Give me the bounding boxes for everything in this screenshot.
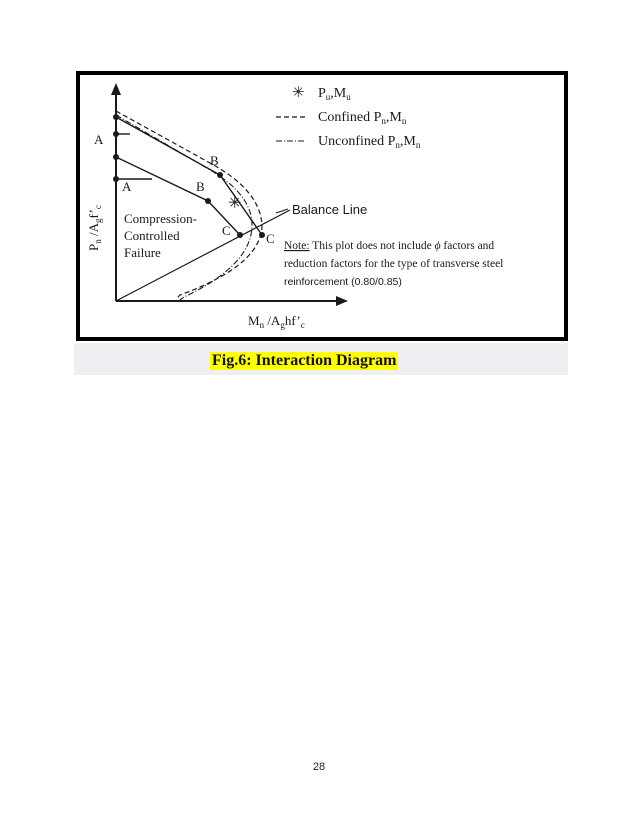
label-b-upper: B xyxy=(210,153,219,168)
legend-confined-label: Confined $P_n,M_n$ xyxy=(318,110,407,126)
label-a-upper: A xyxy=(94,132,104,147)
note-line-3: reinforcement (0.80/0.85) xyxy=(284,276,402,288)
label-b-lower: B xyxy=(196,179,205,194)
point-a-upper-2 xyxy=(113,131,119,137)
page-number: 28 xyxy=(312,761,326,773)
y-axis-arrow xyxy=(111,83,121,95)
region-label-line-2: Controlled xyxy=(124,228,180,243)
label-a-lower: A xyxy=(122,179,132,194)
point-a-lower-2 xyxy=(113,176,119,182)
point-c-right xyxy=(259,232,265,238)
label-c-right: C xyxy=(266,231,275,246)
legend xyxy=(276,84,421,150)
x-axis-arrow xyxy=(336,296,348,306)
interaction-diagram xyxy=(80,75,564,337)
point-b-upper xyxy=(217,172,223,178)
label-c-left: C xyxy=(222,223,231,238)
note-line-2: reduction factors for the type of transverse steel xyxy=(284,258,504,270)
diagram-svg xyxy=(80,75,564,337)
figure-caption: Fig.6: Interaction Diagram xyxy=(212,352,397,369)
point-a-lower-1 xyxy=(113,154,119,160)
factored-load-marker-icon: ✳ xyxy=(228,195,242,212)
figure-frame xyxy=(76,71,568,341)
balance-line-label: Balance Line xyxy=(292,202,368,217)
point-a-upper-1 xyxy=(113,114,119,120)
region-label-line-1: Compression- xyxy=(124,211,197,226)
note xyxy=(284,240,503,288)
x-axis-title: $M_n$ $/A_ghf’_c$ xyxy=(248,313,305,330)
point-c-left xyxy=(237,232,243,238)
legend-star-icon: ✳ xyxy=(292,84,305,101)
region-label-line-3: Failure xyxy=(124,245,161,260)
point-b-lower xyxy=(205,198,211,204)
legend-factored-label: $P_u,M_u$ xyxy=(318,86,351,102)
legend-unconfined-label: Unconfined $P_n,M_n$ xyxy=(318,134,421,150)
note-line-1: Note: This plot does not include ϕ factors and xyxy=(284,240,495,252)
y-axis-title: $P_n$ $/A_gf’_c$ xyxy=(86,205,103,251)
